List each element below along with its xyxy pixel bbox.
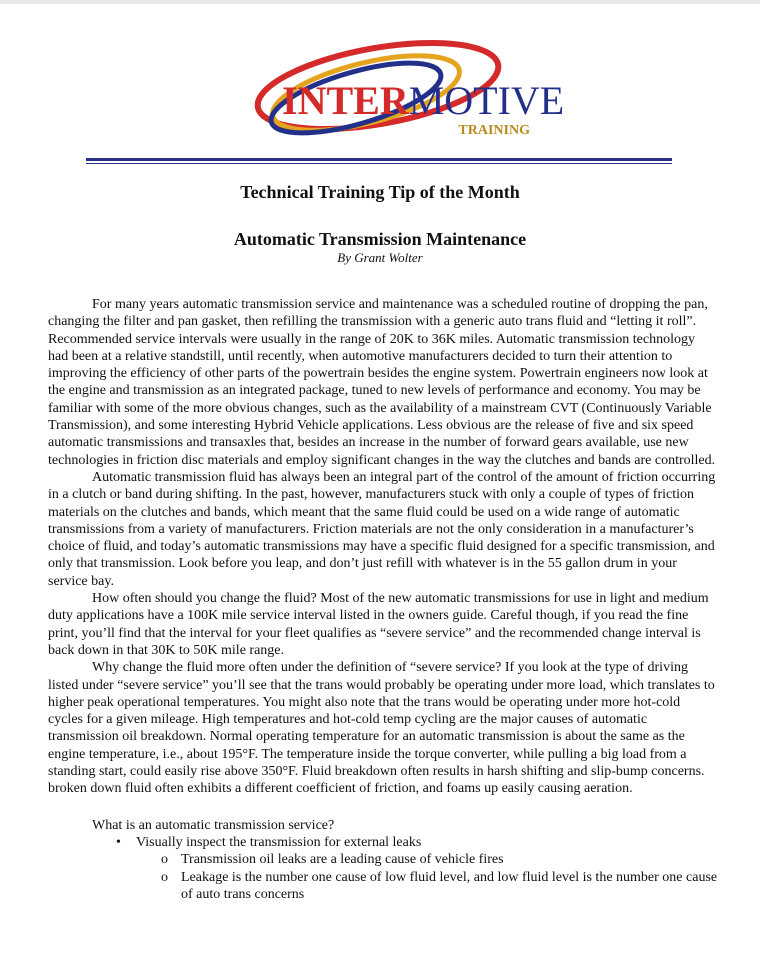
intermotive-logo xyxy=(228,38,565,148)
sub-list-item xyxy=(48,869,718,904)
article-body xyxy=(48,296,718,903)
svg-text:INTERMOTIVE xyxy=(282,78,564,123)
sub-list-item-text: Leakage is the number one cause of low fluid level, and low fluid level is the number one cause of auto trans concerns xyxy=(181,869,718,902)
logo-motive: MOTIVE xyxy=(408,78,565,123)
sub-bullet-mark: o xyxy=(161,869,168,885)
sub-bullet-mark: o xyxy=(161,852,168,868)
logo-inter: INTER xyxy=(282,78,409,123)
paragraph: For many years automatic transmission service and maintenance was a scheduled routine of dropping the pan, changing the filter and pan gasket, then refilling the transmission with a generic auto trans fluid and “letting it roll”. Recommended service intervals were usually in the range of 20K to 36K miles. Automatic transmission technology had been at a relative standstill, until recently, when automotive manufacturers decided to turn their attention to improving the efficiency of other parts of the powertrain besides the engine system. Powertrain engineers now look at the engine and transmission as an integrated package, tuned to new levels of performance and economy. You may be familiar with some of the more obvious changes, such as the availability of a mainstream CVT (Continuously Variable Transmission), and some interesting Hybrid Vehicle applications. Less obvious are the release of five and six speed automatic transmissions and transaxles that, besides an increase in the number of forward gears available, use new technologies in friction disc materials and employ significant changes in the way the clutches and bands are controlled. xyxy=(48,297,716,468)
bullet-mark: • xyxy=(116,834,121,850)
list-item xyxy=(48,834,718,851)
article-title: Automatic Transmission Maintenance xyxy=(233,229,527,249)
logo-training: TRAINING xyxy=(458,123,530,138)
top-edge xyxy=(0,0,760,4)
paragraph: Why change the fluid more often under the definition of “severe service? If you look at the type of driving listed under “severe service” you’ll see that the trans would probably be operating under more load, which translates to higher peak operational temperatures. You might also note that the trans would be operating under more hot-cold cycles for a given mileage. High temperatures and hot-cold temp cycling are the major causes of automatic transmission oil breakdown. Normal operating temperature for an automatic transmission is about the same as the engine temperature, i.e., about 195°F. The temperature inside the torque converter, while pulling a big load from a standing start, could easily rise above 350°F. Fluid breakdown often results in harsh shifting and slip-bump concerns. broken down fluid often exhibits a different coefficient of friction, and foams up easily causing aeration. xyxy=(48,660,715,797)
list-item-text: Visually inspect the transmission for external leaks xyxy=(136,834,422,850)
sub-list-item-text: Transmission oil leaks are a leading cause of vehicle fires xyxy=(181,852,504,868)
page-title: Technical Training Tip of the Month xyxy=(240,182,520,202)
byline: By Grant Wolter xyxy=(337,250,423,265)
header-rule-thin xyxy=(86,163,672,164)
section-question: What is an automatic transmission service? xyxy=(92,817,335,833)
sub-list-item xyxy=(48,851,718,868)
paragraph: Automatic transmission fluid has always been an integral part of the control of the amount of friction occurring in a clutch or band during shifting. In the past, however, manufacturers stuck with only a couple of types of friction materials on the clutches and bands, which meant that the same fluid could be used on a wide range of automatic transmissions from a variety of manufacturers. Friction materials are not the only consideration in a manufacturer’s choice of fluid, and today’s automatic transmissions may have a specific fluid designed for a specific transmission, and only that transmission. Look before you leap, and don’t just refill with whatever is in the 55 gallon drum in your service bay. xyxy=(48,469,716,589)
header-rule-thick xyxy=(86,158,672,161)
paragraph: How often should you change the fluid? Most of the new automatic transmissions for use in light and medium duty applications have a 100K mile service interval listed in the owners guide. Careful though, if you read the fine print, you’ll find that the interval for your fleet qualifies as “severe service” and the recommended change interval is back down in that 30K to 50K mile range. xyxy=(48,591,709,658)
